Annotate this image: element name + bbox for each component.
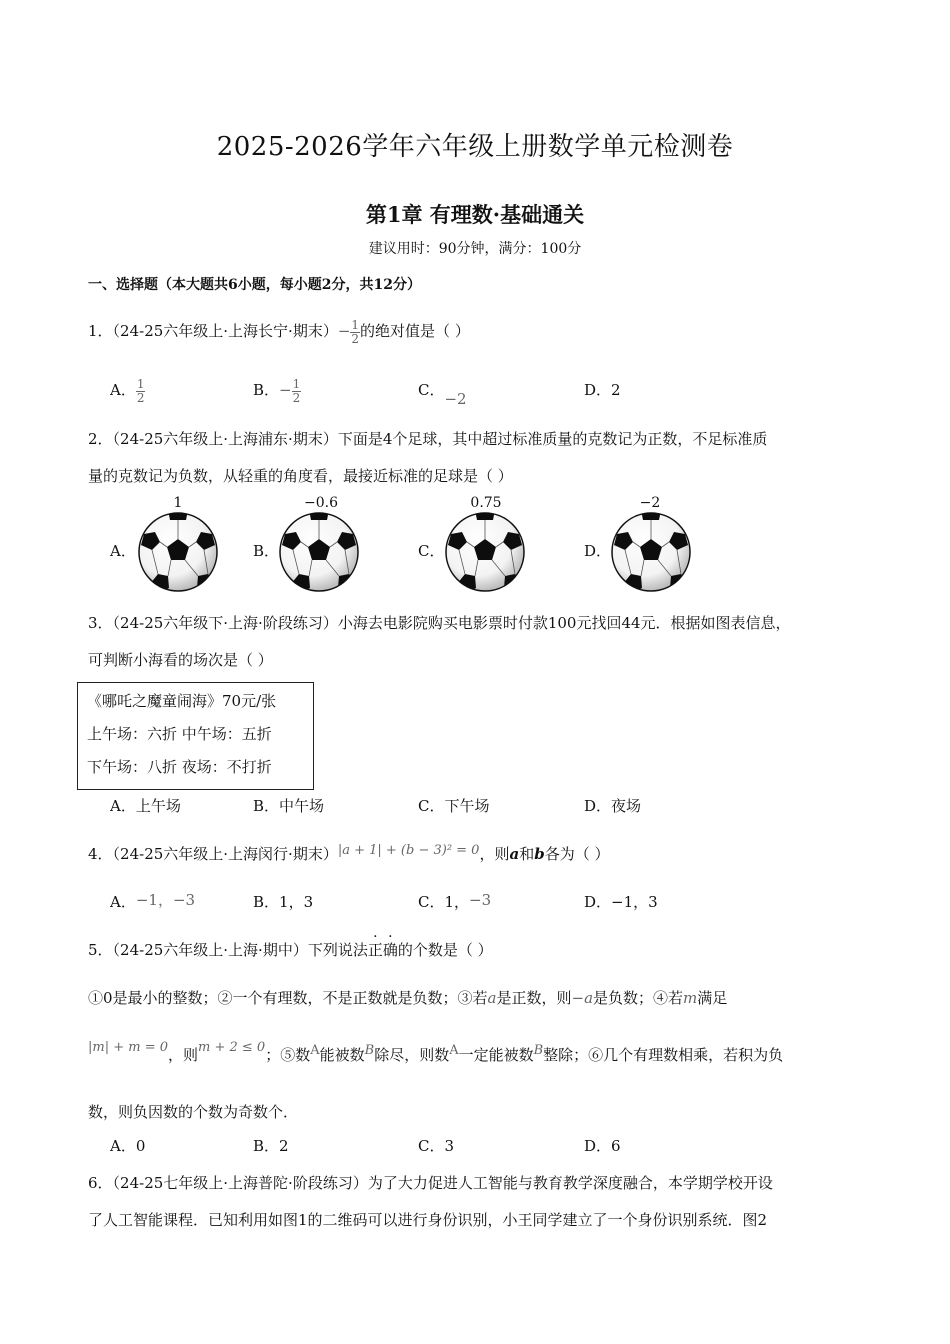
math-fraction: $\frac{1}{2}$ bbox=[351, 317, 360, 346]
option-d[interactable]: D．6 bbox=[584, 1137, 621, 1155]
option-a[interactable]: A．−1，−3 bbox=[110, 891, 196, 911]
question-5-line3: 数，则负因数的个数为奇数个． bbox=[88, 1103, 299, 1121]
option-b[interactable]: B．1，3 bbox=[253, 893, 314, 911]
option-a[interactable]: A．0 bbox=[110, 1137, 146, 1155]
document-title: 2025-2026学年六年级上册数学单元检测卷 bbox=[216, 132, 734, 162]
math-equation: |a + 1| + (b − 3)² = 0 bbox=[337, 843, 480, 858]
option-c[interactable]: C．1，−3 bbox=[418, 891, 492, 911]
ball-value-c: 0.75 bbox=[470, 495, 502, 511]
ball-value-d: −2 bbox=[639, 495, 661, 511]
price-table-row-1: 《哪吒之魔童闹海》70元/张 bbox=[87, 692, 277, 710]
time-note: 建议用时：90分钟，满分：100分 bbox=[368, 241, 582, 257]
question-5-line2: |m| + m = 0，则m + 2 ≤ 0；⑤数A能被数B除尽，则数A一定能被数B整除；⑥几个有理数相乘，若积为负 bbox=[88, 1040, 784, 1064]
question-number: 3． bbox=[88, 614, 113, 632]
question-4: 4．（24-25六年级上·上海闵行·期末）|a + 1| + (b − 3)² = 0，则a和b各为（ ） bbox=[88, 843, 610, 863]
ball-option-a-label[interactable]: A． bbox=[110, 542, 136, 560]
question-number: 5． bbox=[88, 941, 113, 959]
question-1 bbox=[88, 316, 470, 346]
question-number: 4． bbox=[88, 845, 113, 863]
question-3 bbox=[88, 612, 791, 633]
question-text: 的绝对值是（ ） bbox=[360, 322, 470, 340]
soccer-ball-b-icon[interactable] bbox=[277, 510, 361, 594]
ball-option-d-label[interactable]: D． bbox=[584, 542, 612, 560]
question-text: （24-25六年级下·上海·阶段练习）小海去电影院购买电影票时付款100元找回44元．根据如图表信息， bbox=[112, 614, 791, 632]
question-5: 5．（24-25六年级上·上海·期中）下列说法正确的个数是（ ） bbox=[88, 941, 493, 959]
question-source: （24-25六年级上·上海长宁·期末） bbox=[112, 322, 338, 340]
question-6-line2: 了人工智能课程．已知利用如图1的二维码可以进行身份识别，小王同学建立了一个身份识别系统．图2 bbox=[88, 1211, 768, 1229]
section-heading: 一、选择题（本大题共6小题，每小题2分，共12分） bbox=[88, 277, 421, 293]
question-2-line2: 量的克数记为负数，从轻重的角度看，最接近标准的足球是（ ） bbox=[88, 467, 513, 485]
price-table-row-2: 上午场：六折 中午场：五折 bbox=[87, 725, 272, 743]
soccer-ball-d-icon[interactable] bbox=[609, 510, 693, 594]
option-b[interactable]: B．2 bbox=[253, 1137, 289, 1155]
question-source: （24-25六年级上·上海·期中）下列说法 bbox=[112, 941, 368, 959]
math-fraction: $\frac{1}{2}$ bbox=[136, 376, 145, 405]
soccer-ball-c-icon[interactable] bbox=[443, 510, 527, 594]
option-c[interactable]: C．3 bbox=[418, 1137, 455, 1155]
price-table bbox=[77, 682, 314, 790]
question-number: 1． bbox=[88, 322, 113, 340]
question-3-line2: 可判断小海看的场次是（ ） bbox=[88, 651, 273, 669]
option-d[interactable]: D．夜场 bbox=[584, 797, 642, 815]
option-b[interactable]: B．中午场 bbox=[253, 797, 325, 815]
option-a[interactable]: A．上午场 bbox=[110, 797, 181, 815]
option-a[interactable]: A． $\frac{1}{2}$ bbox=[110, 376, 145, 405]
math-minus: − bbox=[337, 322, 351, 340]
option-c[interactable]: C．下午场 bbox=[418, 797, 490, 815]
soccer-ball-a-icon[interactable] bbox=[136, 510, 220, 594]
question-6 bbox=[88, 1172, 773, 1193]
question-number: 6． bbox=[88, 1174, 113, 1192]
question-number: 2． bbox=[88, 430, 113, 448]
question-text: （24-25七年级上·上海普陀·阶段练习）为了大力促进人工智能与教育教学深度融合，本学期学校开设 bbox=[112, 1174, 773, 1192]
ball-option-b-label[interactable]: B． bbox=[253, 542, 280, 560]
ball-value-a: 1 bbox=[173, 495, 183, 511]
price-table-row-3: 下午场：八折 夜场：不打折 bbox=[87, 758, 272, 776]
question-text: （24-25六年级上·上海浦东·期末）下面是4个足球，其中超过标准质量的克数记为正数，不足标准质 bbox=[112, 430, 768, 448]
option-d[interactable]: D．−1，3 bbox=[584, 893, 658, 911]
ball-value-b: −0.6 bbox=[304, 495, 338, 511]
ball-option-c-label[interactable]: C． bbox=[418, 542, 445, 560]
option-b[interactable]: B．− $\frac{1}{2}$ bbox=[253, 376, 301, 405]
question-2 bbox=[88, 428, 767, 449]
chapter-title: 第1章 有理数·基础通关 bbox=[365, 202, 585, 227]
math-fraction: $\frac{1}{2}$ bbox=[292, 376, 301, 405]
option-d[interactable]: D．2 bbox=[584, 381, 621, 399]
option-c[interactable]: C．−2 bbox=[418, 381, 467, 408]
question-source: （24-25六年级上·上海闵行·期末） bbox=[112, 845, 338, 863]
question-5-line1: ①0是最小的整数；②一个有理数，不是正数就是负数；③若a是正数，则−a是负数；④若m满足 bbox=[88, 989, 728, 1007]
